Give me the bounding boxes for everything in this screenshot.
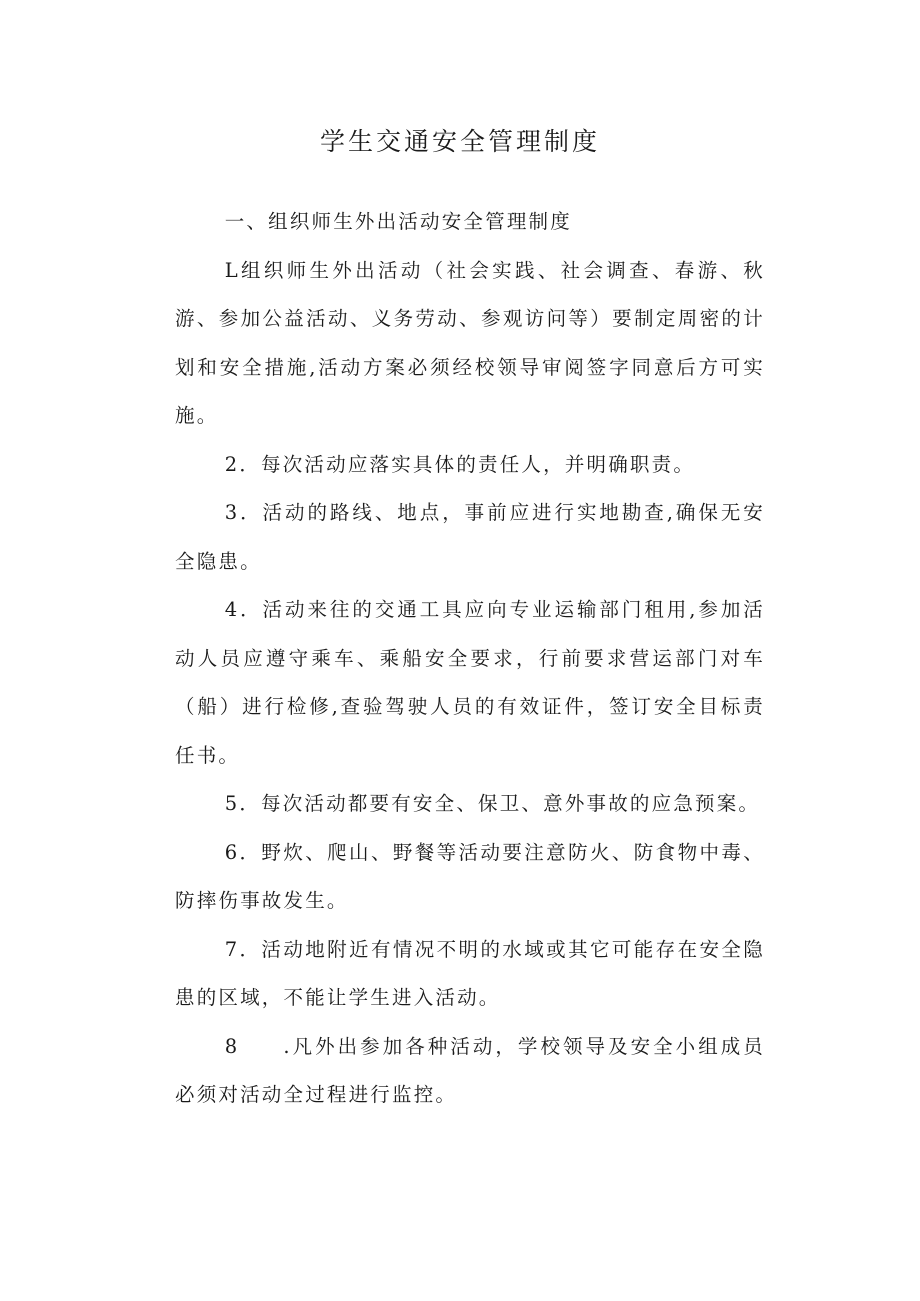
paragraph-8 — [175, 1023, 765, 1120]
section-heading: 一、组织师生外出活动安全管理制度 — [224, 210, 572, 233]
document-body — [175, 198, 765, 1120]
paragraph-8-number: 8 — [224, 1034, 240, 1058]
paragraph-8-text: .凡外出参加各种活动，学校领导及安全小组成员必须对活动全过程进行监控。 — [175, 1034, 765, 1106]
paragraph-6: 6．野炊、爬山、野餐等活动要注意防火、防食物中毒、防摔伤事故发生。 — [175, 840, 765, 912]
paragraph-4: 4．活动来往的交通工具应向专业运输部门租用,参加活动人员应遵守乘车、乘船安全要求，行前要求营运部门对车（船）进行检修,查验驾驶人员的有效证件，签订安全目标责任书。 — [175, 598, 765, 767]
paragraph-7: 7．活动地附近有情况不明的水域或其它可能存在安全隐患的区域，不能让学生进入活动。 — [175, 937, 765, 1009]
paragraph-5: 5．每次活动都要有安全、保卫、意外事故的应急预案。 — [224, 792, 761, 815]
paragraph-1: L组织师生外出活动（社会实践、社会调查、春游、秋游、参加公益活动、义务劳动、参观访问等）要制定周密的计划和安全措施,活动方案必须经校领导审阅签字同意后方可实施。 — [175, 258, 765, 427]
paragraph-3: 3．活动的路线、地点，事前应进行实地勘查,确保无安全隐患。 — [175, 501, 765, 573]
paragraph-2: 2．每次活动应落实具体的责任人，并明确职责。 — [224, 452, 696, 476]
document-title: 学生交通安全管理制度 — [319, 127, 600, 156]
